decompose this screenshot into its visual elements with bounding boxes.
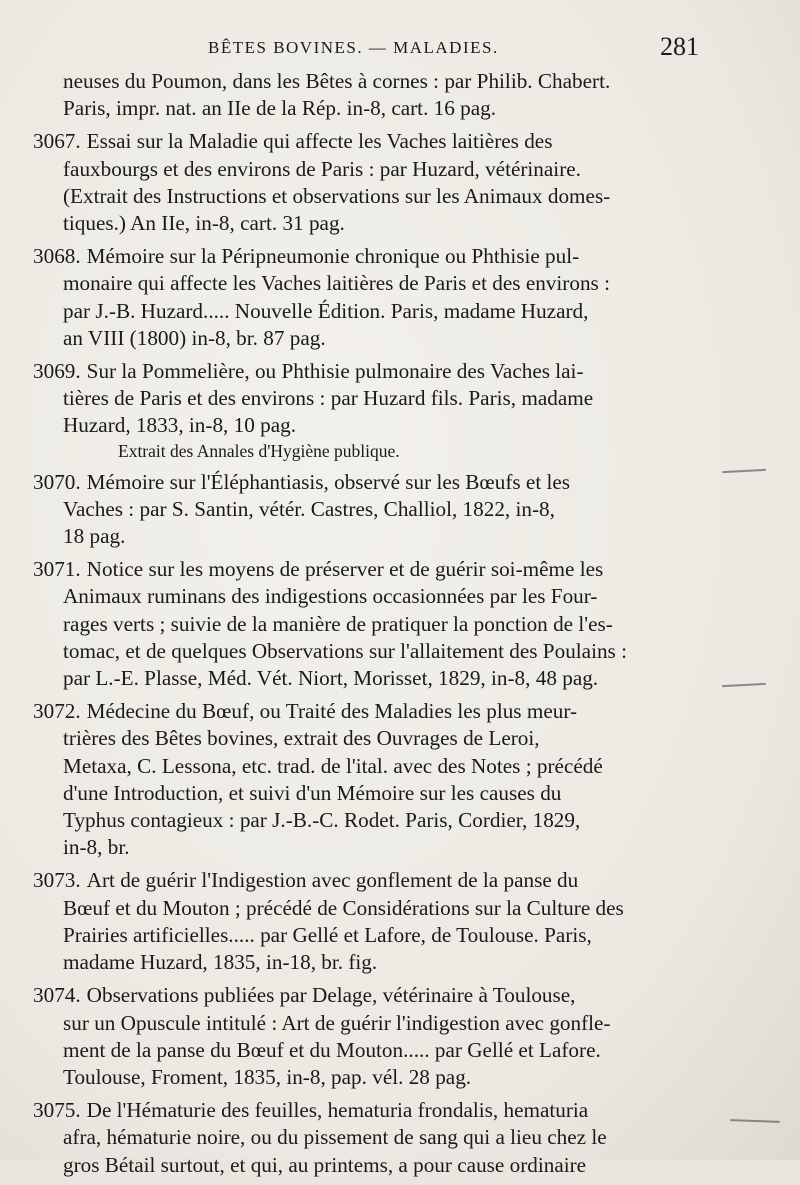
- entry-line: [33, 412, 713, 439]
- bibliography-entry: [33, 469, 713, 551]
- bibliography-entry: [33, 698, 713, 861]
- entry-text: tières de Paris et des environs : par Huzard fils. Paris, madame: [63, 386, 594, 411]
- bibliography-entry: [33, 867, 713, 976]
- entry-text: (Extrait des Instructions et observations sur les Animaux domes-: [63, 183, 611, 208]
- entry-line: [33, 128, 713, 155]
- entry-line: [33, 1097, 713, 1124]
- entry-line: [33, 523, 713, 550]
- entry-text: gros Bétail surtout, et qui, au printems, a pour cause ordinaire: [63, 1152, 587, 1177]
- entry-text: par J.-B. Huzard..... Nouvelle Édition. Paris, madame Huzard,: [63, 298, 589, 323]
- entry-text: Sur la Pommelière, ou Phthisie pulmonaire des Vaches lai-: [86, 359, 584, 384]
- entry-line: [33, 556, 713, 583]
- margin-pen-mark: [722, 469, 766, 473]
- entry-line: [33, 210, 713, 237]
- bibliography-entry: [33, 982, 713, 1091]
- entry-text: Toulouse, Froment, 1835, in-8, pap. vél. 28 pag.: [63, 1064, 472, 1089]
- entry-number: 3071.: [33, 557, 81, 582]
- entry-text: Prairies artificielles..... par Gellé et Lafore, de Toulouse. Paris,: [63, 922, 592, 947]
- entry-line: [33, 95, 713, 122]
- entry-line: [33, 469, 713, 496]
- entry-number: 3075.: [33, 1098, 81, 1123]
- running-title: BÊTES BOVINES. — MALADIES.: [208, 38, 499, 57]
- entry-text: Mémoire sur l'Éléphantiasis, observé sur les Bœufs et les: [86, 469, 571, 494]
- margin-pen-mark: [722, 683, 766, 687]
- entry-line: [33, 895, 713, 922]
- entry-number: 3070.: [33, 469, 81, 494]
- entry-text: afra, hématurie noire, ou du pissement de sang qui a lieu chez le: [63, 1125, 607, 1150]
- entry-number: 3068.: [33, 244, 81, 269]
- entry-line: [33, 1152, 713, 1179]
- entry-text: De l'Hématurie des feuilles, hematuria frondalis, hematuria: [86, 1098, 589, 1123]
- entry-text: sur un Opuscule intitulé : Art de guérir l'indigestion avec gonfle-: [63, 1010, 611, 1035]
- entry-line: [33, 922, 713, 949]
- entry-line: [33, 665, 713, 692]
- entry-text: Bœuf et du Mouton ; précédé de Considérations sur la Culture des: [63, 895, 624, 920]
- entry-line: [33, 949, 713, 976]
- entry-text: Art de guérir l'Indigestion avec gonflement de la panse du: [86, 868, 579, 893]
- entry-line: [33, 807, 713, 834]
- entry-note: Extrait des Annales d'Hygiène publique.: [118, 440, 400, 461]
- entry-line: [33, 698, 713, 725]
- entry-text: Metaxa, C. Lessona, etc. trad. de l'ital. avec des Notes ; précédé: [63, 753, 603, 778]
- entry-line: [33, 1010, 713, 1037]
- entry-text: Observations publiées par Delage, vétérinaire à Toulouse,: [86, 983, 576, 1008]
- entry-number: 3074.: [33, 983, 81, 1008]
- entry-line: [33, 325, 713, 352]
- bibliography-entry: [33, 68, 713, 122]
- entry-line: [33, 243, 713, 270]
- entry-text: Vaches : par S. Santin, vétér. Castres, Challiol, 1822, in-8,: [63, 496, 555, 521]
- entry-text: rages verts ; suivie de la manière de pratiquer la ponction de l'es-: [63, 611, 613, 636]
- entry-text: Mémoire sur la Péripneumonie chronique ou Phthisie pul-: [86, 244, 580, 269]
- entry-line: [33, 385, 713, 412]
- entry-line: [33, 638, 713, 665]
- entry-line: [33, 68, 713, 95]
- entry-text: an VIII (1800) in-8, br. 87 pag.: [63, 325, 326, 350]
- entry-text: Huzard, 1833, in-8, 10 pag.: [63, 413, 297, 438]
- entry-line: [33, 1037, 713, 1064]
- entry-text: Typhus contagieux : par J.-B.-C. Rodet. Paris, Cordier, 1829,: [63, 808, 581, 833]
- entry-line: [33, 753, 713, 780]
- entry-text: Notice sur les moyens de préserver et de guérir soi-même les: [86, 557, 604, 582]
- entry-text: fauxbourgs et des environs de Paris : par Huzard, vétérinaire.: [63, 156, 581, 181]
- entry-text: tomac, et de quelques Observations sur l'allaitement des Poulains :: [63, 638, 627, 663]
- bibliography-entry: [33, 1097, 713, 1179]
- entry-text: neuses du Poumon, dans les Bêtes à cornes : par Philib. Chabert.: [63, 69, 611, 93]
- page-header: [0, 32, 800, 62]
- entry-text: d'une Introduction, et suivi d'un Mémoire sur les causes du: [63, 780, 562, 805]
- entry-line: [33, 867, 713, 894]
- entry-line: [33, 982, 713, 1009]
- entry-text: Essai sur la Maladie qui affecte les Vaches laitières des: [86, 129, 553, 154]
- entry-line: [33, 834, 713, 861]
- bibliography-list: [33, 68, 713, 1185]
- entry-line: [33, 780, 713, 807]
- bibliography-entry: [33, 358, 713, 463]
- page-number: 281: [660, 32, 699, 61]
- entry-line: [33, 270, 713, 297]
- entry-line: [33, 1064, 713, 1091]
- entry-text: Animaux ruminans des indigestions occasionnées par les Four-: [63, 584, 598, 609]
- entry-line: [33, 583, 713, 610]
- entry-number: 3069.: [33, 359, 81, 384]
- entry-text: madame Huzard, 1835, in-18, br. fig.: [63, 950, 378, 975]
- entry-number: 3073.: [33, 868, 81, 893]
- entry-line: [33, 298, 713, 325]
- bibliography-entry: [33, 556, 713, 692]
- entry-line: [33, 156, 713, 183]
- entry-line: [33, 183, 713, 210]
- entry-text: 18 pag.: [63, 524, 126, 549]
- entry-line: [33, 496, 713, 523]
- bibliography-entry: [33, 128, 713, 237]
- entry-line: [33, 725, 713, 752]
- margin-pen-mark: [730, 1119, 780, 1123]
- entry-line: [33, 1124, 713, 1151]
- entry-text: monaire qui affecte les Vaches laitières de Paris et des environs :: [63, 271, 610, 296]
- bibliography-entry: [33, 243, 713, 352]
- entry-text: ment de la panse du Bœuf et du Mouton..... par Gellé et Lafore.: [63, 1037, 601, 1062]
- entry-number: 3067.: [33, 129, 81, 154]
- entry-line: [33, 611, 713, 638]
- entry-text: in-8, br.: [63, 835, 130, 860]
- entry-text: tiques.) An IIe, in-8, cart. 31 pag.: [63, 211, 345, 236]
- entry-text: trières des Bêtes bovines, extrait des Ouvrages de Leroi,: [63, 726, 540, 751]
- entry-number: 3072.: [33, 699, 81, 724]
- entry-text: Paris, impr. nat. an IIe de la Rép. in-8, cart. 16 pag.: [63, 96, 497, 121]
- entry-text: Médecine du Bœuf, ou Traité des Maladies les plus meur-: [86, 699, 578, 724]
- entry-line: [33, 358, 713, 385]
- entry-gap: [33, 1179, 713, 1185]
- entry-text: par L.-E. Plasse, Méd. Vét. Niort, Morisset, 1829, in-8, 48 pag.: [63, 666, 599, 691]
